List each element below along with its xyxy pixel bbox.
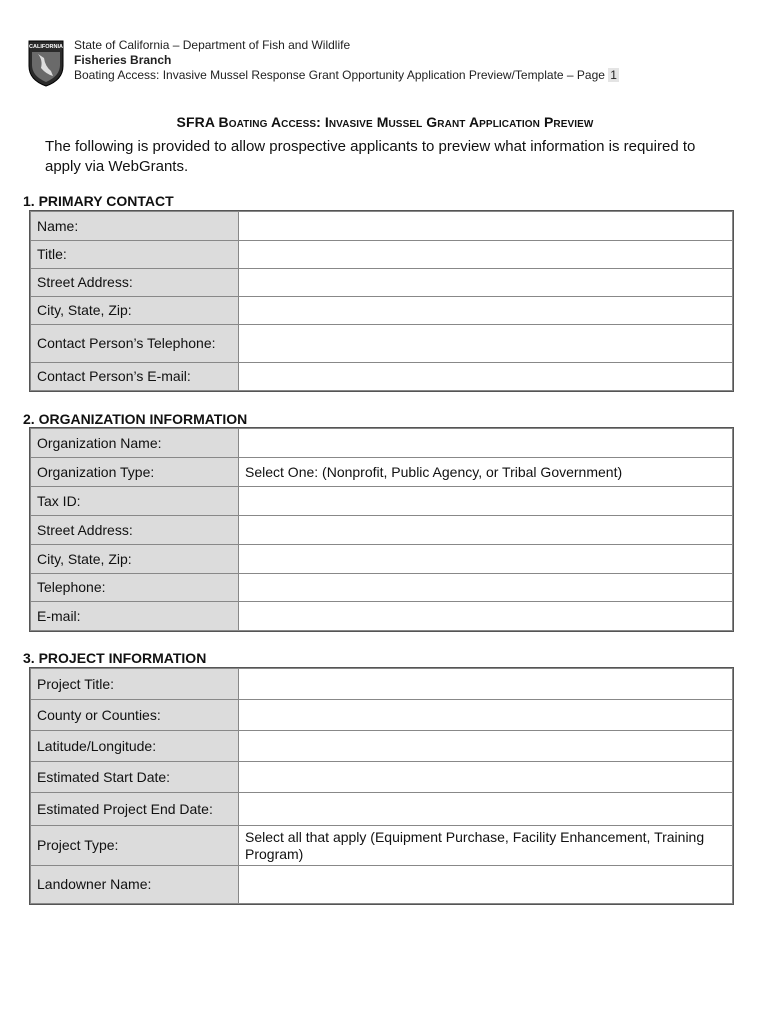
field-label: Project Title:	[31, 669, 239, 700]
organization-type-field[interactable]: Select One: (Nonprofit, Public Agency, or Tribal Government)	[239, 458, 733, 487]
cdfw-logo	[26, 38, 66, 88]
section-heading-primary-contact: 1. PRIMARY CONTACT	[23, 193, 174, 209]
project-title-field[interactable]	[239, 669, 733, 700]
header-branch: Fisheries Branch	[74, 53, 172, 67]
org-street-address-field[interactable]	[239, 516, 733, 545]
landowner-name-field[interactable]	[239, 866, 733, 904]
project-type-field[interactable]: Select all that apply (Equipment Purchase, Facility Enhancement, Training Program)	[239, 826, 733, 866]
document-title: SFRA Boating Access: Invasive Mussel Grant Application Preview	[176, 114, 594, 130]
document-header	[74, 38, 619, 83]
field-label: Estimated Start Date:	[31, 762, 239, 793]
field-label: Organization Type:	[31, 458, 239, 487]
start-date-field[interactable]	[239, 762, 733, 793]
org-telephone-field[interactable]	[239, 574, 733, 602]
field-label: Landowner Name:	[31, 866, 239, 904]
title-field[interactable]	[239, 241, 733, 269]
org-city-state-zip-field[interactable]	[239, 545, 733, 574]
field-label: Tax ID:	[31, 487, 239, 516]
counties-field[interactable]	[239, 700, 733, 731]
svg-text:CALIFORNIA: CALIFORNIA	[29, 44, 63, 50]
field-label: Latitude/Longitude:	[31, 731, 239, 762]
project-information-table	[30, 668, 733, 904]
city-state-zip-field[interactable]	[239, 297, 733, 325]
field-label: Street Address:	[31, 269, 239, 297]
end-date-field[interactable]	[239, 793, 733, 826]
header-agency: State of California – Department of Fish and Wildlife	[74, 38, 351, 52]
field-label: E-mail:	[31, 602, 239, 631]
field-label: County or Counties:	[31, 700, 239, 731]
field-label: Project Type:	[31, 826, 239, 866]
tax-id-field[interactable]	[239, 487, 733, 516]
name-field[interactable]	[239, 212, 733, 241]
latitude-longitude-field[interactable]	[239, 731, 733, 762]
contact-telephone-field[interactable]	[239, 325, 733, 363]
primary-contact-table	[30, 211, 733, 391]
contact-email-field[interactable]	[239, 363, 733, 391]
field-label: Contact Person’s E-mail:	[31, 363, 239, 391]
intro-paragraph: The following is provided to allow prospective applicants to preview what information is required to apply via WebGrants.	[45, 138, 696, 175]
org-email-field[interactable]	[239, 602, 733, 631]
field-label: City, State, Zip:	[31, 297, 239, 325]
page-number: 1	[610, 68, 617, 82]
field-label: Title:	[31, 241, 239, 269]
section-heading-project-information: 3. PROJECT INFORMATION	[23, 650, 207, 666]
field-label: Contact Person’s Telephone:	[31, 325, 239, 363]
header-doc-title: Boating Access: Invasive Mussel Response Grant Opportunity Application Preview/Template – Page 1	[74, 68, 617, 82]
field-label: City, State, Zip:	[31, 545, 239, 574]
organization-information-table	[30, 428, 733, 631]
street-address-field[interactable]	[239, 269, 733, 297]
field-label: Name:	[31, 212, 239, 241]
field-label: Estimated Project End Date:	[31, 793, 239, 826]
organization-name-field[interactable]	[239, 429, 733, 458]
field-label: Street Address:	[31, 516, 239, 545]
section-heading-organization-information: 2. ORGANIZATION INFORMATION	[23, 411, 248, 427]
field-label: Organization Name:	[31, 429, 239, 458]
field-label: Telephone:	[31, 574, 239, 602]
